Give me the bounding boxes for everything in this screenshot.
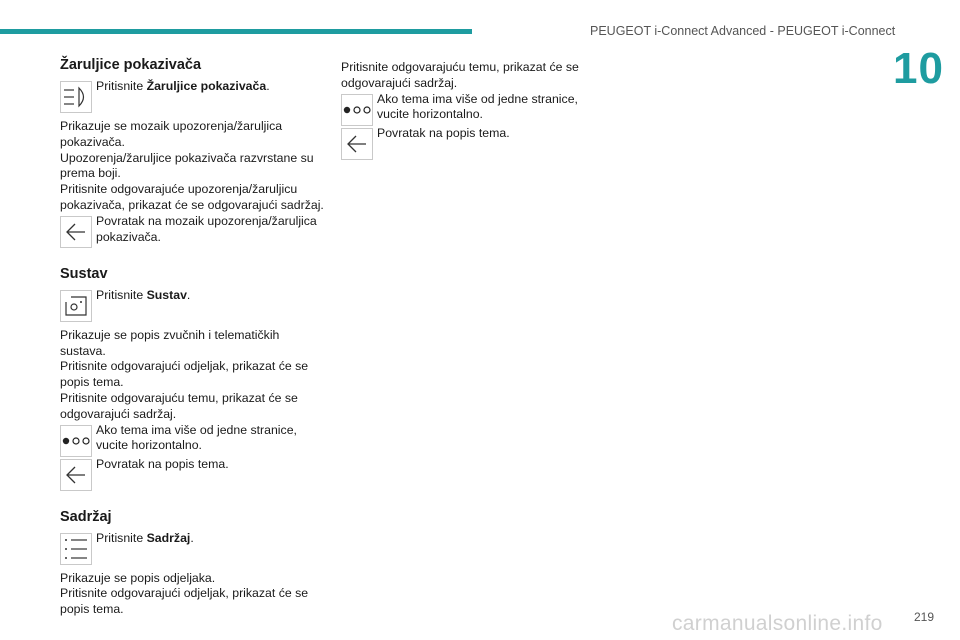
page-dots-icon	[60, 425, 92, 457]
paragraph: Prikazuje se popis odjeljaka.	[60, 570, 216, 585]
instruction-row	[60, 530, 325, 565]
section-heading-system: Sustav	[60, 265, 108, 282]
left-column	[60, 57, 325, 618]
section-heading-contents: Sadržaj	[60, 508, 112, 525]
instruction-text: Pritisnite Sustav.	[96, 287, 191, 302]
instruction-row	[60, 456, 325, 491]
chapter-number: 10	[893, 44, 944, 93]
paragraph: Pritisnite odgovarajuću temu, prikazat će se odgovarajući sadržaj.	[60, 390, 298, 421]
header-title: PEUGEOT i-Connect Advanced - PEUGEOT i-Connect	[590, 24, 896, 38]
instruction-text: Povratak na mozaik upozorenja/žaruljica pokazivača.	[96, 213, 317, 244]
paragraph: Pritisnite odgovarajući odjeljak, prikazat će se popis tema.	[60, 586, 309, 617]
instruction-row	[341, 125, 586, 160]
instruction-text: Ako tema ima više od jedne stranice, vucite horizontalno.	[96, 422, 297, 453]
watermark: carmanualsonline.info	[672, 612, 883, 635]
instruction-text: Pritisnite Sadržaj.	[96, 530, 194, 545]
page-number: 219	[914, 610, 935, 624]
paragraph: Prikazuje se popis zvučnih i telematičkih sustava.	[60, 327, 280, 358]
paragraph: Pritisnite odgovarajući odjeljak, prikazat će se popis tema.	[60, 359, 309, 390]
list-icon	[60, 81, 92, 113]
paragraph: Pritisnite odgovarajuće upozorenja/žaruljicu pokazivača, prikazat će se odgovarajući sadržaj.	[60, 182, 324, 212]
page-dots-icon	[341, 94, 373, 126]
instruction-text: Povratak na popis tema.	[96, 456, 229, 471]
paragraph: Upozorenja/žaruljice pokazivača razvrstane su prema boji.	[60, 150, 314, 181]
instruction-row	[60, 287, 325, 322]
back-arrow-icon	[60, 216, 92, 248]
back-arrow-icon	[341, 128, 373, 160]
paragraph: Prikazuje se mozaik upozorenja/žaruljica pokazivača.	[60, 119, 283, 149]
system-icon	[60, 290, 92, 322]
instruction-row	[341, 91, 586, 126]
instruction-row	[60, 213, 325, 248]
instruction-row	[60, 422, 325, 457]
instruction-text: Ako tema ima više od jedne stranice, vucite horizontalno.	[377, 91, 578, 122]
section-heading-warning-lamps: Žaruljice pokazivača	[60, 57, 202, 73]
instruction-text: Povratak na popis tema.	[377, 125, 510, 140]
back-arrow-icon	[60, 459, 92, 491]
header-accent-bar	[0, 29, 472, 34]
instruction-text: Pritisnite Žaruljice pokazivača.	[96, 79, 270, 93]
instruction-row	[60, 81, 325, 113]
paragraph: Pritisnite odgovarajuću temu, prikazat će se odgovarajući sadržaj.	[341, 60, 579, 90]
contents-list-icon	[60, 533, 92, 565]
right-column	[341, 60, 586, 160]
